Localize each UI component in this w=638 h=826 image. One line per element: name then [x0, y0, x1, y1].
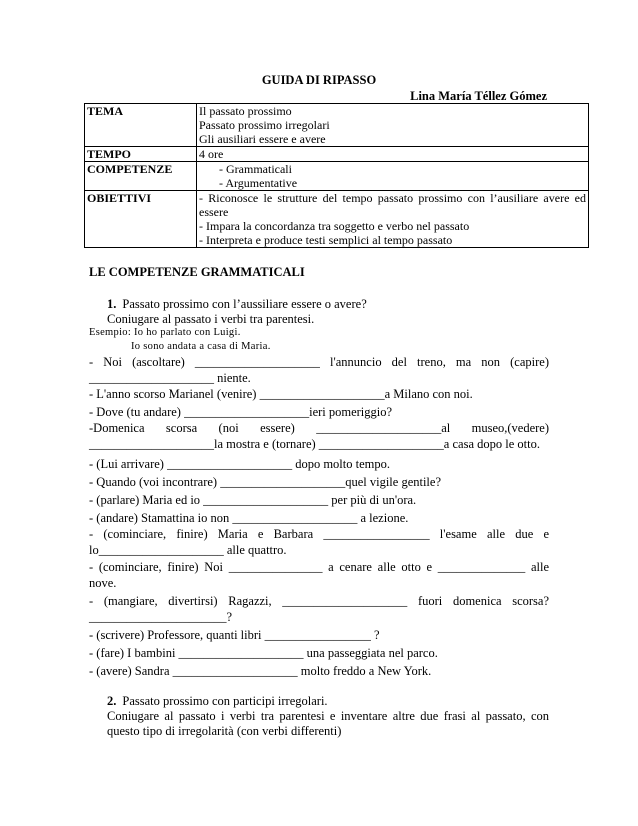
exercise-item: - (parlare) Maria ed io ____________________ per più di un'ora. — [89, 493, 417, 507]
exercise-item: - Noi (ascoltare) ____________________ l'annuncio del treno, ma non (capire) ____________________ niente. — [89, 355, 549, 385]
tempo-label: TEMPO — [85, 147, 197, 162]
document-title: GUIDA DI RIPASSO — [261, 73, 377, 87]
exercise-item: - (scrivere) Professore, quanti libri _________________ ? — [89, 628, 380, 642]
exercise-item: - (cominciare, finire) Noi _______________ a cenare alle otto e ______________ alle nove. — [89, 560, 549, 590]
competenze-item: - Grammaticali — [219, 162, 292, 176]
exercise-2-title: Passato prossimo con participi irregolari. — [122, 694, 328, 708]
obiettivo-item: - Impara la concordanza tra soggetto e verbo nel passato — [199, 219, 470, 233]
competenze-value — [197, 162, 589, 191]
row-tempo — [85, 147, 589, 162]
exercise-item: - Dove (tu andare) ____________________ieri pomeriggio? — [89, 405, 393, 419]
exercise-item: - (Lui arrivare) ____________________ dopo molto tempo. — [89, 457, 390, 471]
tema-line: Passato prossimo irregolari — [199, 118, 330, 132]
exercise-1-heading — [107, 297, 367, 327]
exercise-item: - Quando (voi incontrare) ____________________quel vigile gentile? — [89, 475, 442, 489]
exercise-2-number: 2. — [107, 694, 117, 708]
exercise-item: - (andare) Stamattina io non ____________________ a lezione. — [89, 511, 409, 525]
exercise-item: - (mangiare, divertirsi) Ragazzi, ____________________ fuori domenica scorsa?______________________? — [89, 594, 549, 624]
exercise-item: -Domenica scorsa (noi essere) ____________________al museo,(vedere) ____________________la mostra e (tornare) ____________________a casa dopo le otto. — [89, 421, 549, 451]
section-title: LE COMPETENZE GRAMMATICALI — [89, 265, 305, 279]
obiettivo-item: - Riconosce le strutture del tempo passato prossimo con l’ausiliare avere ed essere — [199, 191, 586, 219]
row-competenze — [85, 162, 589, 191]
exercise-1-number: 1. — [107, 297, 117, 311]
row-obiettivi — [85, 191, 589, 248]
obiettivo-item: - Interpreta e produce testi semplici al tempo passato — [199, 233, 453, 247]
example-line: Io sono andata a casa di Maria. — [131, 341, 271, 352]
exercise-1-title: Passato prossimo con l’aussiliare essere o avere? — [122, 297, 367, 311]
example-line: Esempio: Io ho parlato con Luigi. — [89, 327, 241, 338]
exercise-2-heading — [107, 694, 549, 739]
exercise-1-instruction: Coniugare al passato i verbi tra parentesi. — [107, 312, 315, 326]
exercise-item: - (cominciare, finire) Maria e Barbara _________________ l'esame alle due e lo____________________ alle quattro. — [89, 527, 549, 557]
tema-value — [197, 104, 589, 147]
exercise-item: - L'anno scorso Marianel (venire) ____________________a Milano con noi. — [89, 387, 473, 401]
obiettivi-label: OBIETTIVI — [85, 191, 197, 248]
competenze-label: COMPETENZE — [85, 162, 197, 191]
author-name: Lina María Téllez Gómez — [410, 89, 547, 103]
tempo-value: 4 ore — [197, 147, 589, 162]
exercise-2-instruction: Coniugare al passato i verbi tra parentesi e inventare altre due frasi al passato, con questo tipo di irregolarità (con verbi differenti) — [107, 709, 549, 738]
row-tema — [85, 104, 589, 147]
exercise-item: - (fare) I bambini ____________________ una passeggiata nel parco. — [89, 646, 438, 660]
example-block — [89, 326, 271, 354]
tema-line: Il passato prossimo — [199, 104, 292, 118]
tema-line: Gli ausiliari essere e avere — [199, 132, 326, 146]
info-table — [84, 103, 589, 248]
tema-label: TEMA — [85, 104, 197, 147]
obiettivi-value — [197, 191, 589, 248]
exercise-item: - (avere) Sandra ____________________ molto freddo a New York. — [89, 664, 432, 678]
competenze-item: - Argumentative — [219, 176, 298, 190]
